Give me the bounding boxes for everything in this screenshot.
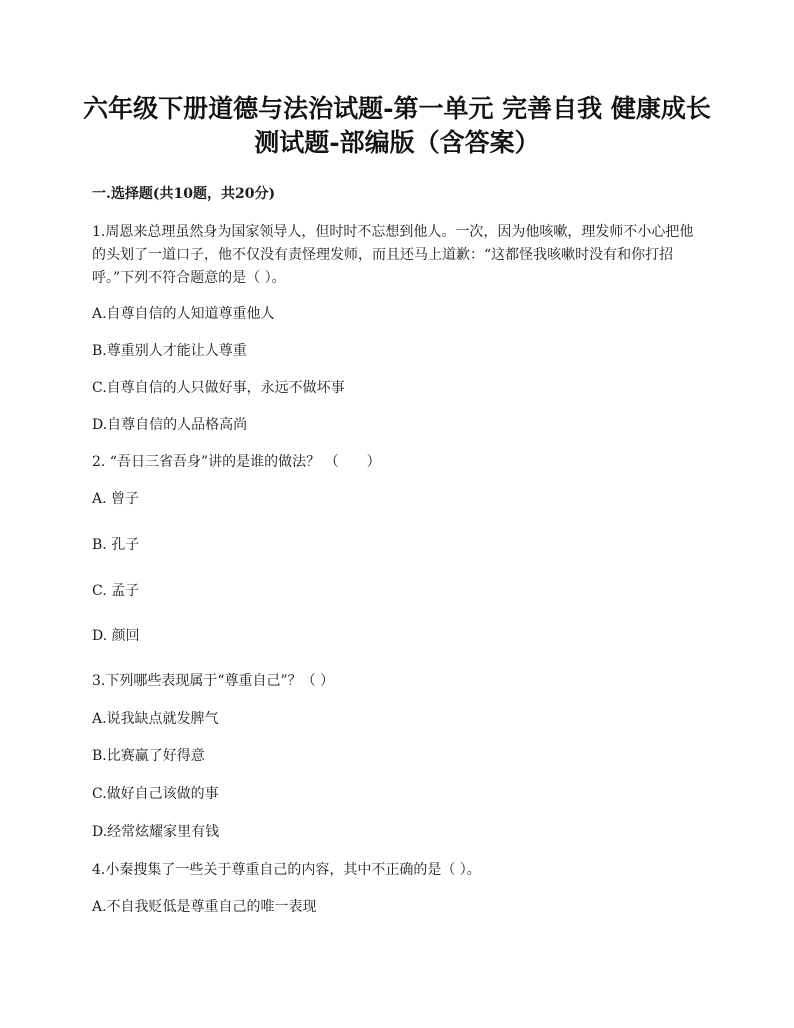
question-1-option-d: D.自尊自信的人品格高尚 <box>92 417 248 433</box>
section-heading: 一.选择题(共10题，共20分) <box>92 186 276 202</box>
question-2-stem: 2. “吾日三省吾身”讲的是谁的做法？ （ ） <box>92 454 381 470</box>
question-3-option-b: B.比赛赢了好得意 <box>92 748 205 764</box>
question-3-option-a: A.说我缺点就发脾气 <box>92 711 219 727</box>
question-1-option-a: A.自尊自信的人知道尊重他人 <box>92 306 275 322</box>
question-1-option-c: C.自尊自信的人只做好事，永远不做坏事 <box>92 380 345 396</box>
question-1-stem: 1.周恩来总理虽然身为国家领导人，但时时不忘想到他人。一次，因为他咳嗽，理发师不小心把他的头划了一道口子，他不仅没有责怪理发师，而且还马上道歉：“这都怪我咳嗽时没有和你打招呼。”下列不符合题意的是（ ）。 <box>92 224 694 286</box>
question-2-option-b: B. 孔子 <box>92 537 140 553</box>
question-3-stem: 3.下列哪些表现属于“尊重自己”？（ ） <box>92 673 335 689</box>
question-3-option-d: D.经常炫耀家里有钱 <box>92 824 220 840</box>
question-2-option-a: A. 曾子 <box>92 491 140 507</box>
question-4-stem: 4.小秦搜集了一些关于尊重自己的内容，其中不正确的是（ ）。 <box>92 862 481 878</box>
document-title-line-2: 测试题-部编版（含答案） <box>254 128 540 157</box>
question-2-option-d: D. 颜回 <box>92 628 140 644</box>
question-2-option-c: C. 孟子 <box>92 583 140 599</box>
question-3-option-c: C.做好自己该做的事 <box>92 786 219 802</box>
document-title-line-1: 六年级下册道德与法治试题-第一单元 完善自我 健康成长 <box>83 94 711 123</box>
question-1-option-b: B.尊重别人才能让人尊重 <box>92 343 247 359</box>
question-4-option-a: A.不自我贬低是尊重自己的唯一表现 <box>92 899 317 915</box>
